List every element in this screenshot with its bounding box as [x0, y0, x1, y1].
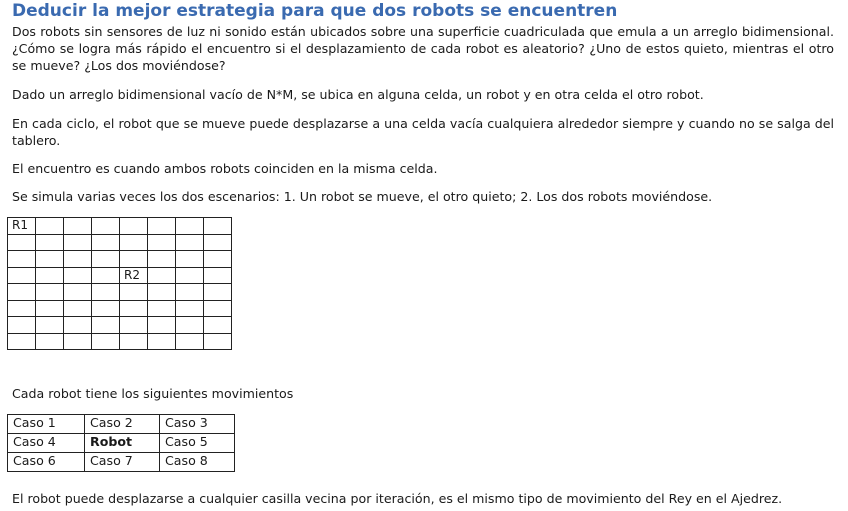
grid-cell: [8, 333, 36, 350]
grid-cell: [120, 234, 148, 251]
grid-cell: [36, 218, 64, 235]
grid-cell: [92, 300, 120, 317]
moves-table: [7, 414, 235, 472]
grid-cell: [64, 333, 92, 350]
grid-cell: [204, 218, 232, 235]
grid-cell: [148, 218, 176, 235]
grid-cell: [36, 317, 64, 334]
moves-row: [8, 415, 235, 434]
grid-cell: [92, 251, 120, 268]
moves-cell: Caso 4: [8, 434, 85, 453]
grid-row: [8, 251, 232, 268]
grid-cell: [176, 300, 204, 317]
moves-cell: Caso 1: [8, 415, 85, 434]
grid-cell: [120, 333, 148, 350]
intro-paragraph: Dos robots sin sensores de luz ni sonido están ubicados sobre una superficie cuadriculada que emula a un arreglo bidimensional. ¿Cómo se logra más rápido el encuentro si el desplazamiento de cada robot es aleatorio? ¿Uno de estos quieto, mientras el otro se mueve? ¿Los dos moviéndose?: [12, 24, 834, 73]
grid-cell: [148, 300, 176, 317]
grid-cell: [36, 234, 64, 251]
king-move-paragraph: El robot puede desplazarse a cualquier casilla vecina por iteración, es el mismo tipo de movimiento del Rey en el Ajedrez.: [12, 491, 783, 506]
grid-cell: [204, 234, 232, 251]
grid-cell: [92, 333, 120, 350]
grid-cell: [204, 333, 232, 350]
grid-row: [8, 284, 232, 301]
grid-cell: [148, 284, 176, 301]
moves-cell: Caso 8: [160, 453, 235, 472]
grid-cell: [204, 300, 232, 317]
moves-cell: Caso 5: [160, 434, 235, 453]
grid-cell: [204, 317, 232, 334]
grid-cell: [64, 251, 92, 268]
grid-cell: [36, 300, 64, 317]
grid-cell: [176, 333, 204, 350]
meeting-paragraph: El encuentro es cuando ambos robots coinciden en la misma celda.: [12, 161, 438, 176]
moves-cell-robot: Robot: [85, 434, 160, 453]
grid-cell: [64, 300, 92, 317]
setup-paragraph: Dado un arreglo bidimensional vacío de N*M, se ubica en alguna celda, un robot y en otra celda el otro robot.: [12, 87, 704, 102]
grid-cell: [120, 251, 148, 268]
grid-cell-robot: R1: [8, 218, 36, 235]
robot-grid: [7, 217, 232, 350]
grid-cell: [204, 267, 232, 284]
grid-cell: [120, 317, 148, 334]
grid-cell: [204, 284, 232, 301]
grid-cell: [64, 267, 92, 284]
grid-cell: [204, 251, 232, 268]
grid-cell: [176, 218, 204, 235]
moves-row: [8, 453, 235, 472]
grid-row: [8, 333, 232, 350]
grid-row: [8, 218, 232, 235]
grid-cell: [148, 234, 176, 251]
grid-cell: [92, 267, 120, 284]
grid-row: [8, 317, 232, 334]
grid-cell: [176, 284, 204, 301]
grid-row: [8, 234, 232, 251]
grid-cell: [176, 234, 204, 251]
moves-cell: Caso 2: [85, 415, 160, 434]
grid-cell: [64, 317, 92, 334]
grid-cell: [36, 267, 64, 284]
grid-cell: [92, 284, 120, 301]
grid-cell: [176, 317, 204, 334]
grid-cell: [8, 267, 36, 284]
grid-cell: [64, 284, 92, 301]
grid-cell: [8, 317, 36, 334]
moves-intro-paragraph: Cada robot tiene los siguientes movimientos: [12, 386, 294, 401]
grid-cell: [148, 333, 176, 350]
grid-cell: [92, 317, 120, 334]
grid-cell-robot: R2: [120, 267, 148, 284]
grid-cell: [8, 300, 36, 317]
grid-cell: [120, 284, 148, 301]
moves-row: [8, 434, 235, 453]
grid-cell: [148, 317, 176, 334]
grid-cell: [36, 333, 64, 350]
grid-cell: [92, 218, 120, 235]
grid-cell: [176, 267, 204, 284]
grid-cell: [148, 251, 176, 268]
moves-cell: Caso 3: [160, 415, 235, 434]
grid-cell: [176, 251, 204, 268]
grid-cell: [148, 267, 176, 284]
grid-cell: [36, 251, 64, 268]
grid-cell: [8, 234, 36, 251]
cycle-paragraph: En cada ciclo, el robot que se mueve puede desplazarse a una celda vacía cualquiera alrededor siempre y cuando no se salga del tablero.: [12, 116, 834, 148]
scenarios-paragraph: Se simula varias veces los dos escenarios: 1. Un robot se mueve, el otro quieto; 2. Los dos robots moviéndose.: [12, 189, 713, 204]
grid-cell: [8, 251, 36, 268]
moves-cell: Caso 6: [8, 453, 85, 472]
grid-row: [8, 267, 232, 284]
moves-cell: Caso 7: [85, 453, 160, 472]
grid-cell: [120, 300, 148, 317]
grid-cell: [36, 284, 64, 301]
grid-cell: [120, 218, 148, 235]
grid-row: [8, 300, 232, 317]
grid-cell: [92, 234, 120, 251]
page-title: Deducir la mejor estrategia para que dos robots se encuentren: [12, 1, 618, 21]
grid-cell: [64, 234, 92, 251]
grid-cell: [8, 284, 36, 301]
grid-cell: [64, 218, 92, 235]
